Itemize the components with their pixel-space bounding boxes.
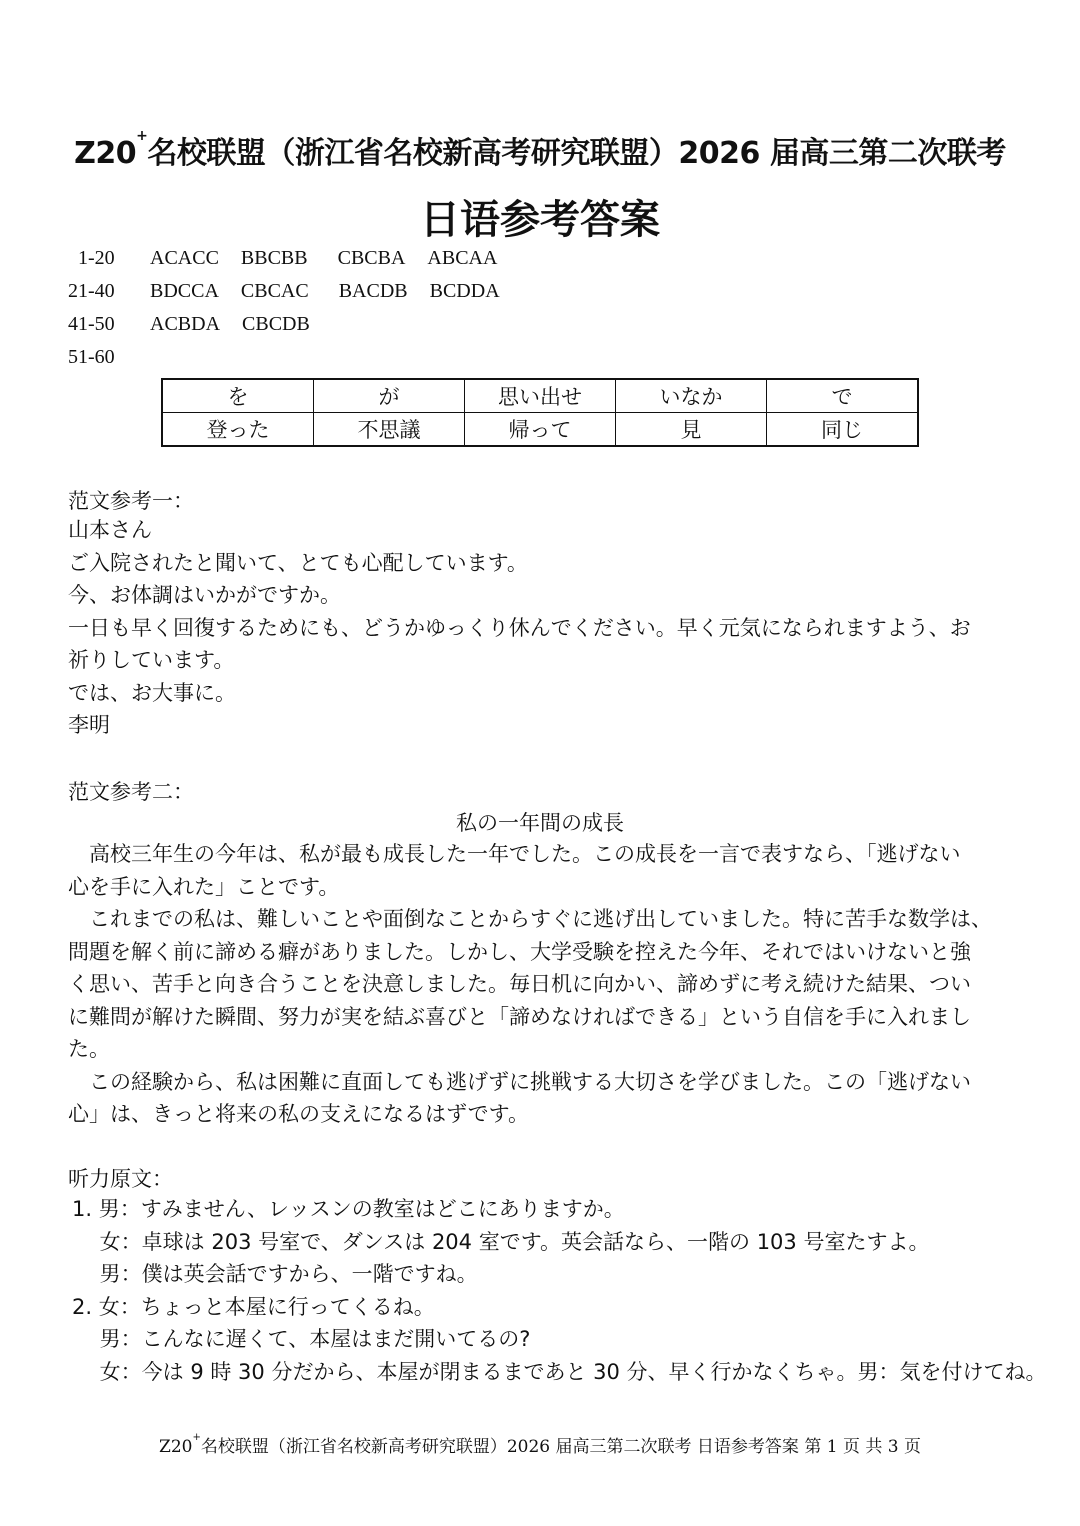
essay2-line: に難問が解けた瞬間、努力が実を結ぶ喜びと「諦めなければできる」という自信を手に入れまし: [68, 1004, 971, 1029]
answer-label: 1-20: [78, 247, 115, 269]
page-footer: [0, 1432, 1080, 1457]
footer-text: 名校联盟（浙江省名校新高考研究联盟）2026 届高三第二次联考 日语参考答案 第 1 页 共 3 页: [200, 1437, 921, 1457]
answer-label: 21-40: [68, 280, 115, 302]
listening-line: 男：僕は英会話ですから、一階ですね。: [72, 1262, 478, 1286]
essay1-heading: 范文参考一：: [68, 489, 194, 513]
essay1-line: 李明: [68, 713, 110, 737]
essay1-body: [68, 514, 1018, 742]
essay2-line: た。: [68, 1037, 110, 1061]
essay2-body: [68, 838, 1018, 1131]
table-cell: を: [162, 379, 314, 413]
essay2-line: 心」は、きっと将来の私の支えになるはずです。: [68, 1102, 529, 1126]
answer-label: 41-50: [68, 313, 115, 335]
answer-row: [68, 346, 150, 369]
footer-prefix: Z20: [159, 1437, 193, 1457]
essay1-line: ご入院されたと聞いて、とても心配しています。: [68, 550, 528, 575]
answer-row: [68, 280, 522, 303]
answer-group: BDCCA: [150, 280, 219, 302]
table-cell: 帰って: [465, 413, 616, 447]
answer-group: BCDDA: [429, 280, 500, 302]
listening-line: 1. 男：すみません、レッスンの教室はどこにありますか。: [72, 1197, 625, 1221]
answer-group: BACDB: [338, 280, 408, 302]
essay2-line: く思い、苦手と向き合うことを決意しました。毎日机に向かい、諦めずに考え続けた結果、つい: [68, 972, 971, 996]
answer-group: CBCDB: [242, 313, 310, 335]
essay2-heading: 范文参考二：: [68, 780, 194, 804]
table-row: [162, 379, 918, 413]
table-cell: 同じ: [767, 413, 919, 447]
table-cell: 見: [616, 413, 767, 447]
title-prefix: Z20: [74, 136, 137, 171]
table-cell: 思い出せ: [465, 379, 616, 413]
essay1-line: では、お大事に。: [68, 680, 236, 705]
title-rest: 名校联盟（浙江省名校新高考研究联盟）2026 届高三第二次联考: [147, 136, 1006, 171]
answer-row: [68, 247, 519, 270]
essay1-line: 山本さん: [68, 518, 152, 542]
page-title: [0, 128, 1080, 172]
table-cell: いなか: [616, 379, 767, 413]
listening-heading: 听力原文：: [68, 1167, 173, 1191]
answer-group: CBCBA: [337, 247, 406, 269]
listening-line: 女：今は 9 時 30 分だから、本屋が閉まるまであと 30 分、早く行かなくちゃ。男：気を付けてね。: [72, 1359, 1047, 1384]
fill-in-answer-table: [161, 378, 919, 447]
answer-group: ACACC: [150, 247, 219, 269]
title-superscript: +: [136, 128, 148, 144]
essay2-title: 私の一年間の成長: [456, 811, 624, 835]
essay2-line: 問題を解く前に諦める癖がありました。しかし、大学受験を控えた今年、それではいけないと強: [68, 939, 971, 964]
essay2-line: 心を手に入れた」ことです。: [68, 874, 340, 899]
listening-line: 2. 女：ちょっと本屋に行ってくるね。: [72, 1294, 435, 1319]
essay1-line: 一日も早く回復するためにも、どうかゆっくり休んでください。早く元気になられますよう、お: [68, 615, 971, 640]
footer-superscript: +: [192, 1432, 201, 1443]
table-cell: が: [314, 379, 465, 413]
page-subtitle: 日语参考答案: [420, 197, 660, 243]
essay2-line: この経験から、私は困難に直面しても逃げずに挑戦する大切さを学びました。この「逃げない: [68, 1069, 971, 1094]
answer-group: ACBDA: [150, 313, 221, 335]
essay1-line: 今、お体調はいかがですか。: [68, 583, 341, 607]
answer-group: CBCAC: [240, 280, 309, 302]
table-cell: 不思議: [314, 413, 465, 447]
essay2-line: これまでの私は、難しいことや面倒なことからすぐに逃げ出していました。特に苦手な数学は、: [68, 907, 992, 931]
table-cell: で: [767, 379, 919, 413]
table-cell: 登った: [162, 413, 314, 447]
listening-body: [72, 1193, 1047, 1388]
answer-group: BBCBB: [240, 247, 308, 269]
listening-line: 男：こんなに遅くて、本屋はまだ開いてるの?: [72, 1327, 531, 1351]
essay1-line: 祈りしています。: [68, 648, 235, 672]
answer-label: 51-60: [68, 346, 115, 368]
table-row: [162, 413, 918, 447]
listening-line: 女：卓球は 203 号室で、ダンスは 204 室です。英会話なら、一階の 103 号室たすよ。: [72, 1229, 930, 1254]
answer-group: ABCAA: [427, 247, 498, 269]
essay2-line: 高校三年生の今年は、私が最も成長した一年でした。この成長を一言で表すなら、「逃げない: [68, 842, 961, 866]
answer-row: [68, 313, 332, 336]
